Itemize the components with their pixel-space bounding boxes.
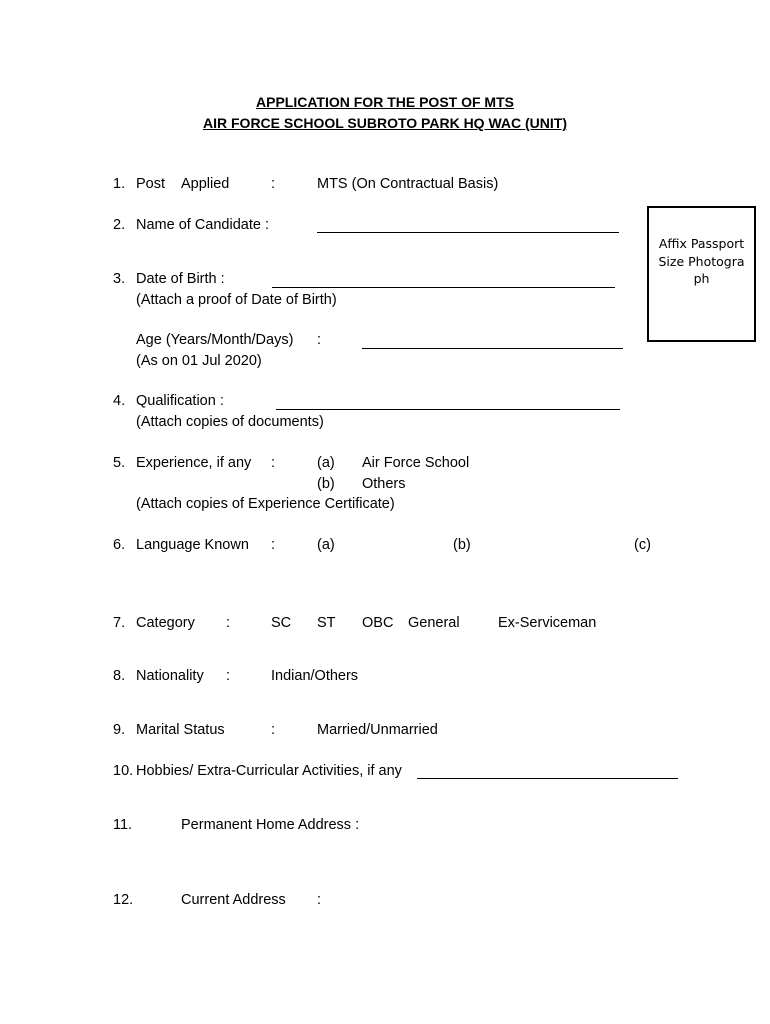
- dob-note: (Attach a proof of Date of Birth): [136, 292, 337, 308]
- nationality-label: Nationality: [136, 668, 204, 684]
- item-5-number: 5.: [113, 455, 126, 471]
- item-2-number: 2.: [113, 217, 126, 233]
- category-label: Category: [136, 615, 195, 631]
- marital-value: Married/Unmarried: [317, 722, 438, 738]
- age-colon: :: [317, 332, 322, 348]
- category-option-ex-serviceman[interactable]: Ex-Serviceman: [498, 615, 597, 631]
- dob-label: Date of Birth :: [136, 271, 225, 287]
- item-12-number: 12.: [113, 892, 134, 908]
- item-8-number: 8.: [113, 668, 126, 684]
- item-4-number: 4.: [113, 393, 126, 409]
- experience-option-a-marker: (a): [317, 455, 335, 471]
- language-c: (c): [634, 537, 651, 553]
- category-option-sc[interactable]: SC: [271, 615, 292, 631]
- experience-option-a-text: Air Force School: [362, 455, 470, 471]
- nationality-value: Indian/Others: [271, 668, 359, 684]
- photo-placeholder-text: Affix Passport Size Photograph: [658, 236, 745, 286]
- form-title-line2: AIR FORCE SCHOOL SUBROTO PARK HQ WAC (UNIT): [203, 115, 567, 131]
- experience-note: (Attach copies of Experience Certificate): [136, 496, 395, 512]
- category-option-obc[interactable]: OBC: [362, 615, 394, 631]
- photo-placeholder-box: [647, 206, 756, 342]
- experience-option-b-text: Others: [362, 476, 406, 492]
- category-option-st[interactable]: ST: [317, 615, 336, 631]
- post-colon: :: [271, 176, 276, 192]
- age-input-line[interactable]: [362, 348, 623, 349]
- marital-label: Marital Status: [136, 722, 225, 738]
- current-address-colon: :: [317, 892, 322, 908]
- item-11-number: 11.: [113, 817, 133, 833]
- name-input-line[interactable]: [317, 232, 619, 233]
- form-title-line1: APPLICATION FOR THE POST OF MTS: [256, 94, 514, 110]
- permanent-address-label: Permanent Home Address :: [181, 817, 360, 833]
- current-address-label: Current Address: [181, 892, 286, 908]
- item-9-number: 9.: [113, 722, 126, 738]
- hobbies-input-line[interactable]: [417, 778, 678, 779]
- item-6-number: 6.: [113, 537, 126, 553]
- applied-label: Applied: [181, 176, 230, 192]
- category-colon: :: [226, 615, 231, 631]
- item-7-number: 7.: [113, 615, 126, 631]
- qualification-note: (Attach copies of documents): [136, 414, 324, 430]
- qualification-label: Qualification :: [136, 393, 224, 409]
- language-b: (b): [453, 537, 471, 553]
- age-label: Age (Years/Month/Days): [136, 332, 294, 348]
- post-value: MTS (On Contractual Basis): [317, 176, 499, 192]
- hobbies-label: Hobbies/ Extra-Curricular Activities, if any: [136, 763, 402, 779]
- name-label: Name of Candidate :: [136, 217, 269, 233]
- post-label: Post: [136, 176, 166, 192]
- marital-colon: :: [271, 722, 276, 738]
- nationality-colon: :: [226, 668, 231, 684]
- age-note: (As on 01 Jul 2020): [136, 353, 262, 369]
- item-1-number: 1.: [113, 176, 126, 192]
- experience-colon: :: [271, 455, 276, 471]
- language-label: Language Known: [136, 537, 249, 553]
- dob-input-line[interactable]: [272, 287, 615, 288]
- language-colon: :: [271, 537, 276, 553]
- experience-label: Experience, if any: [136, 455, 252, 471]
- category-option-general[interactable]: General: [408, 615, 460, 631]
- item-3-number: 3.: [113, 271, 126, 287]
- experience-option-b-marker: (b): [317, 476, 335, 492]
- item-10-number: 10.: [113, 763, 134, 779]
- qualification-input-line[interactable]: [276, 409, 620, 410]
- language-a: (a): [317, 537, 335, 553]
